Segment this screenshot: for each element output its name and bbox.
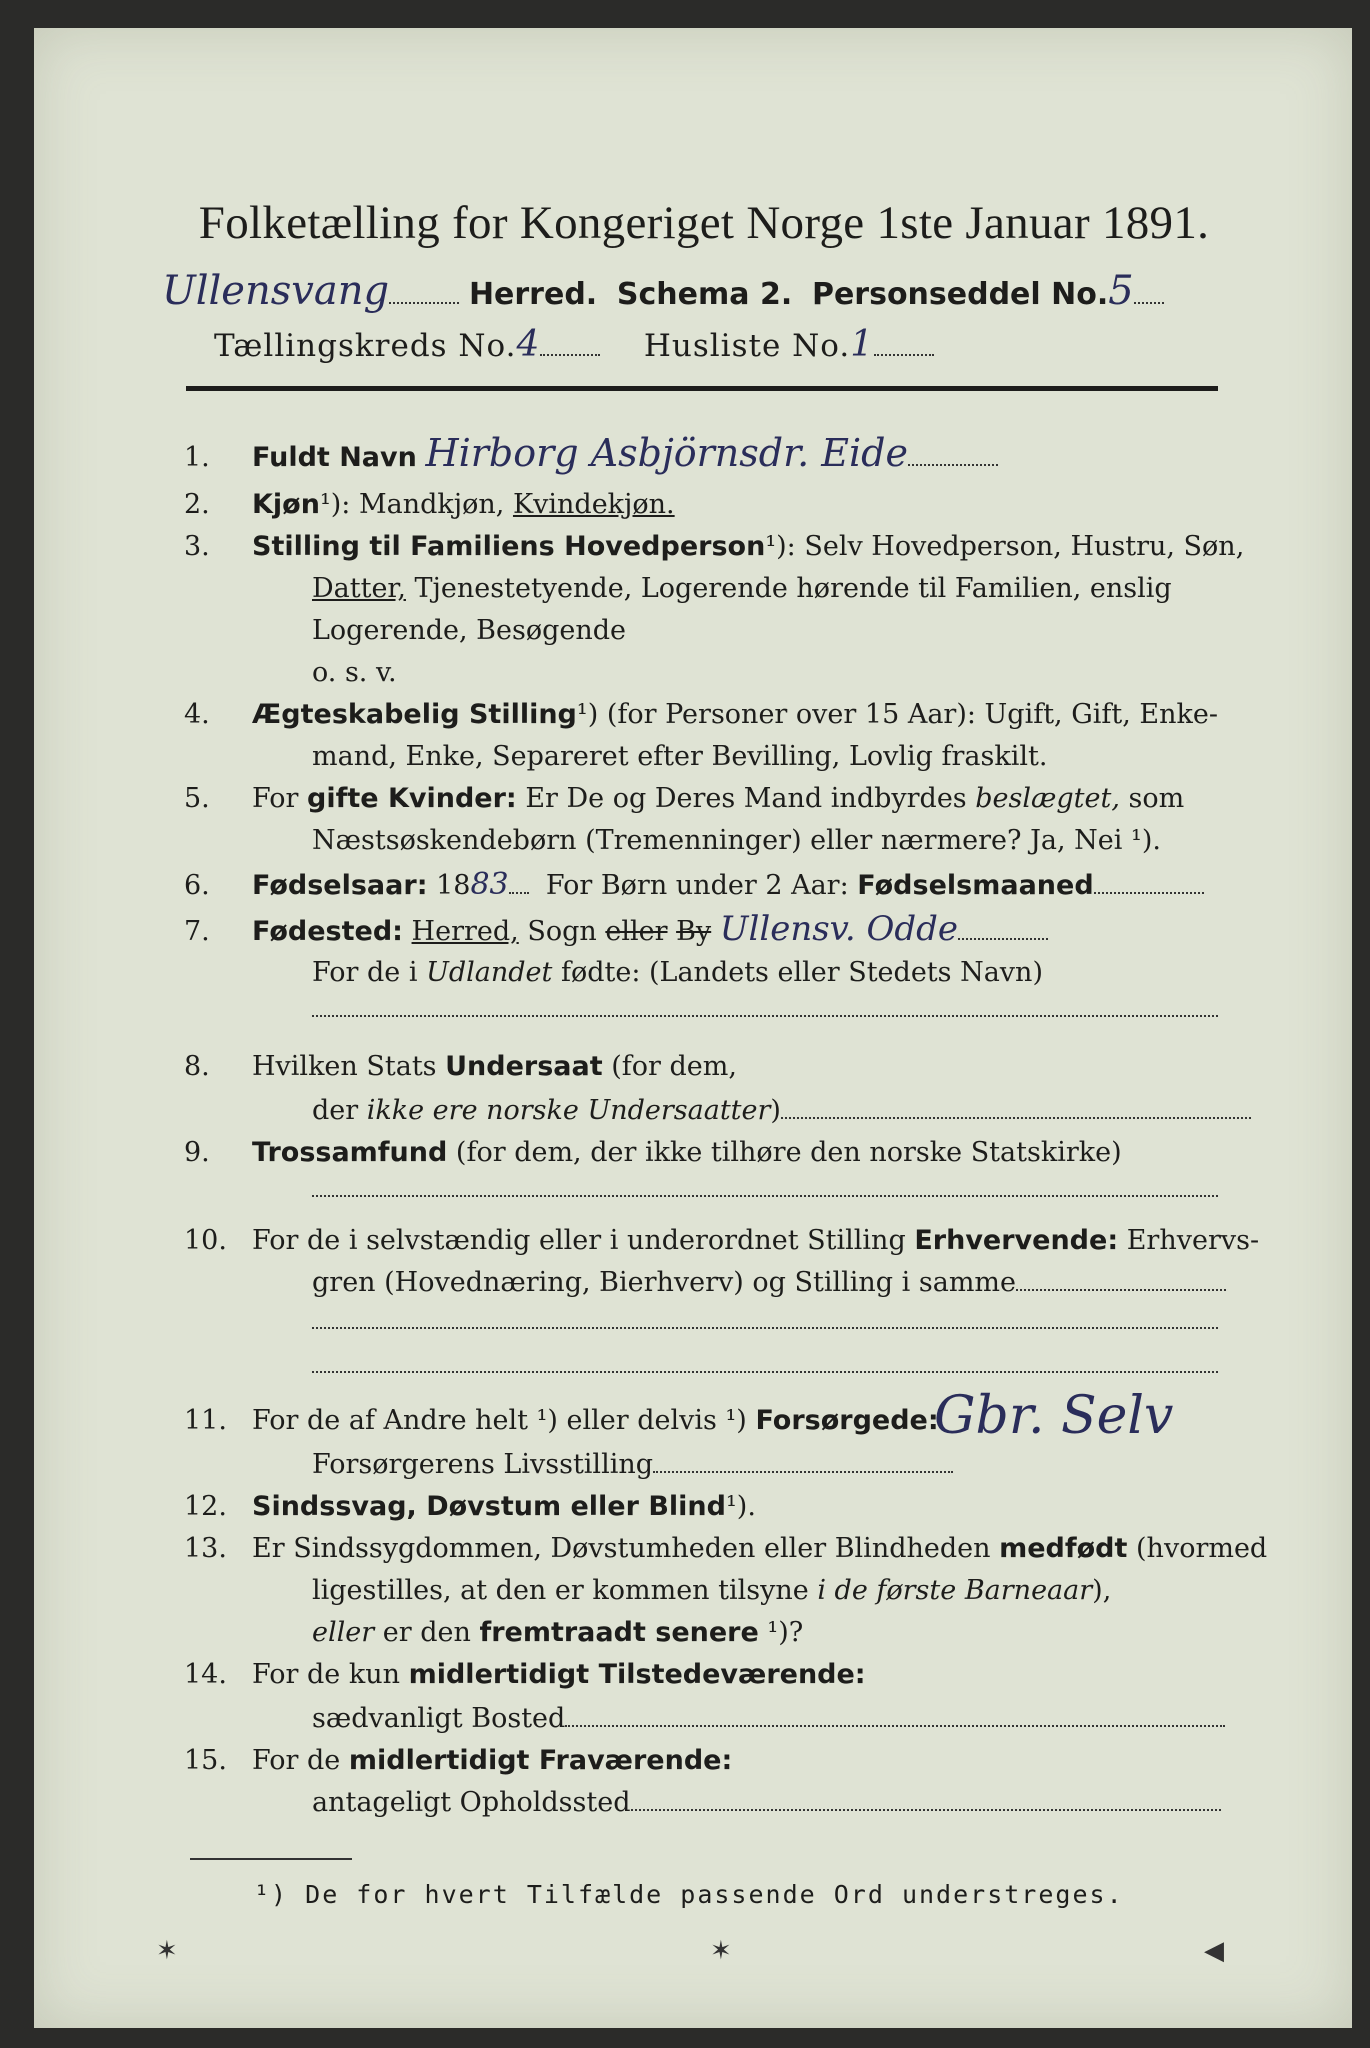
item-13-line-3: eller er den fremtraadt senere ¹)? (312, 1617, 804, 1648)
item-13-line-2: ligestilles, at den er kommen tilsyne i de første Barneaar), (312, 1575, 1112, 1606)
schema-label: Schema 2. (616, 277, 793, 312)
birth-year-value: 83 (470, 867, 509, 902)
item-3-line-4: o. s. v. (312, 657, 397, 688)
husliste-label: Husliste No. (643, 328, 851, 364)
taellingskreds-label: Tællingskreds No. (214, 328, 517, 364)
item-2-gender: 2. Kjøn¹): Mandkjøn, Kvindekjøn. (184, 489, 675, 520)
item-3-line-3: Logerende, Besøgende (312, 615, 626, 646)
item-10-line-2: gren (Hovednæring, Bierhverv) og Stilling i samme (184, 1262, 1352, 1304)
item-11-supported: 11. For de af Andre helt ¹) eller delvis ¹) Forsørgede: (184, 1405, 939, 1436)
registration-mark-left-icon: ✶ (156, 1936, 178, 1966)
gender-selected: Kvindekjøn. (512, 489, 675, 520)
item-15-line-2: antageligt Opholdssted (184, 1782, 1352, 1824)
item-4-marital-status: 4. Ægteskabelig Stilling¹) (for Personer over 15 Aar): Ugift, Gift, Enke- (184, 699, 1218, 730)
registration-mark-right-icon: ◀ (1204, 1936, 1224, 1966)
item-1-full-name: 1. Fuldt Navn Hirborg Asbjörnsdr. Eide (184, 432, 1224, 479)
header-divider (186, 386, 1218, 391)
item-8-line-2: der ikke ere norske Undersaatter) (184, 1090, 1352, 1132)
item-5-line-2: Næstsøskendebørn (Tremenninger) eller nærmere? Ja, Nei ¹). (312, 825, 1161, 856)
item-13-congenital: 13. Er Sindssygdommen, Døvstumheden eller Blindheden medfødt (hvormed (184, 1533, 1268, 1564)
full-name-value: Hirborg Asbjörnsdr. Eide (425, 431, 908, 475)
birthplace-value: Ullensv. Odde (719, 909, 958, 949)
item-14-temporarily-present: 14. For de kun midlertidigt Tilstedeværende: (184, 1659, 866, 1690)
item-10-blank-line-2 (312, 1344, 1352, 1386)
footnote: ¹) De for hvert Tilfælde passende Ord understreges. (254, 1880, 1124, 1909)
item-8-citizenship: 8. Hvilken Stats Undersaat (for dem, (184, 1051, 737, 1082)
census-form-sheet (34, 28, 1352, 2028)
birthplace-herred: Herred, (411, 916, 519, 947)
item-6-birth-year: 6. Fødselsaar: 1883 For Børn under 2 Aar: Fødselsmaaned (184, 864, 1224, 907)
footnote-divider (190, 1858, 352, 1860)
item-7-blank-line (312, 988, 1352, 1030)
form-title: Folketælling for Kongeriget Norge 1ste Januar 1891. (198, 197, 1210, 249)
personseddel-label: Personseddel No. (811, 277, 1109, 312)
item-3-line-2: Datter, Tjenestetyende, Logerende hørende til Familien, enslig (312, 573, 1172, 604)
item-11-line-2: Forsørgerens Livsstilling (184, 1444, 1352, 1486)
taellingskreds-number: 4 (516, 324, 541, 365)
husliste-number: 1 (850, 324, 875, 365)
item-9-blank-line (312, 1168, 1352, 1210)
supported-value: Gbr. Selv (934, 1386, 1174, 1446)
item-15-temporarily-absent: 15. For de midlertidigt Fraværende: (184, 1745, 733, 1776)
taellingskreds-row (214, 324, 1114, 366)
herred-label: Herred. (468, 277, 598, 312)
item-3-position: 3. Stilling til Familiens Hovedperson¹): Selv Hovedperson, Hustru, Søn, (184, 531, 1245, 562)
item-14-line-2: sædvanligt Bosted (184, 1698, 1352, 1740)
item-10-blank-line (312, 1300, 1352, 1342)
registration-mark-center-icon: ✶ (710, 1936, 732, 1966)
item-5-married-women: 5. For gifte Kvinder: Er De og Deres Mand indbyrdes beslægtet, som (184, 783, 1185, 814)
personseddel-number: 5 (1108, 268, 1134, 314)
item-7-line-2: For de i Udlandet fødte: (Landets eller Stedets Navn) (312, 957, 1043, 988)
item-7-birthplace: 7. Fødested: Herred, Sogn eller By Ullensv. Odde (184, 908, 1224, 953)
herred-handwritten: Ullensvang (162, 268, 390, 314)
herred-row (162, 268, 1222, 314)
position-selected: Datter, (312, 573, 406, 604)
item-9-religion: 9. Trossamfund (for dem, der ikke tilhøre den norske Statskirke) (184, 1137, 1122, 1168)
item-4-line-2: mand, Enke, Separeret efter Bevilling, Lovlig fraskilt. (312, 741, 1048, 772)
item-10-occupation: 10. For de i selvstændig eller i underordnet Stilling Erhvervende: Erhvervs- (184, 1225, 1260, 1256)
item-12-disability: 12. Sindssvag, Døvstum eller Blind¹). (184, 1491, 756, 1522)
